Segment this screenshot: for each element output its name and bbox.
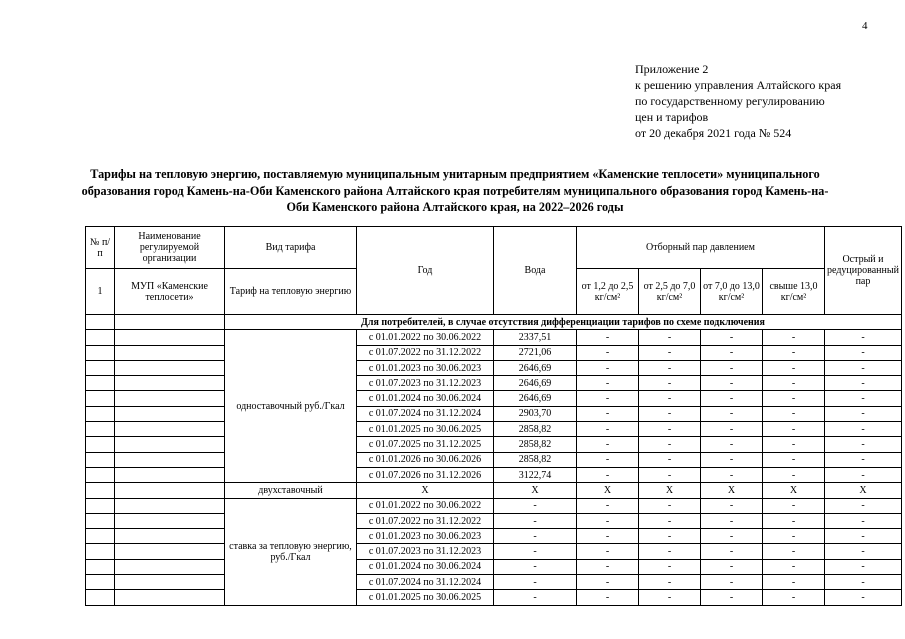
dash-cell: - xyxy=(825,376,902,391)
water-value: 2337,51 xyxy=(494,330,577,345)
x-mark-cell: X xyxy=(357,483,494,498)
dash-cell: - xyxy=(701,513,763,528)
dash-cell: - xyxy=(701,422,763,437)
appendix-line: от 20 декабря 2021 года № 524 xyxy=(635,126,792,140)
blank-cell xyxy=(86,513,115,528)
dash-cell: - xyxy=(639,391,701,406)
dash-cell: - xyxy=(763,590,825,605)
blank-cell xyxy=(115,406,225,421)
dash-cell: - xyxy=(763,422,825,437)
blank-cell xyxy=(86,498,115,513)
dash-cell: - xyxy=(763,437,825,452)
table-row xyxy=(86,575,902,590)
period-cell: с 01.07.2023 по 31.12.2023 xyxy=(357,544,494,559)
header-water: Вода xyxy=(494,227,577,315)
header-num: № п/п xyxy=(86,227,115,269)
title-line: Тарифы на тепловую энергию, поставляемую муниципальным унитарным предприятием «Каменские теплосети» муниципального xyxy=(90,167,820,181)
dash-cell: - xyxy=(763,330,825,345)
blank-cell xyxy=(86,330,115,345)
dash-cell: - xyxy=(763,575,825,590)
period-cell: с 01.01.2023 по 30.06.2023 xyxy=(357,529,494,544)
blank-cell xyxy=(115,391,225,406)
x-mark-cell: X xyxy=(494,483,577,498)
blank-cell xyxy=(86,544,115,559)
dash-cell: - xyxy=(763,376,825,391)
period-cell: с 01.01.2022 по 30.06.2022 xyxy=(357,498,494,513)
dash-cell: - xyxy=(825,559,902,574)
dash-cell: - xyxy=(825,513,902,528)
table-row xyxy=(86,345,902,360)
table-row xyxy=(86,422,902,437)
table-row xyxy=(86,544,902,559)
water-value: 2721,06 xyxy=(494,345,577,360)
dash-cell: - xyxy=(639,498,701,513)
dash-cell: - xyxy=(577,391,639,406)
dash-cell: - xyxy=(825,452,902,467)
dash-cell: - xyxy=(825,575,902,590)
row1-num: 1 xyxy=(86,269,115,315)
row1-tariff: Тариф на тепловую энергию xyxy=(225,269,357,315)
table-row xyxy=(86,360,902,375)
title-line: Оби Каменского района Алтайского края, на 2022–2026 годы xyxy=(286,200,624,214)
period-cell: с 01.07.2026 по 31.12.2026 xyxy=(357,467,494,482)
x-mark-cell: X xyxy=(577,483,639,498)
dash-cell: - xyxy=(825,345,902,360)
dash-cell: - xyxy=(577,575,639,590)
period-cell: с 01.07.2024 по 31.12.2024 xyxy=(357,406,494,421)
title-line: образования город Камень-на-Оби Каменского района Алтайского края потребителям муниципального образования город Камень-на- xyxy=(81,183,829,198)
appendix-line: к решению управления Алтайского края xyxy=(635,78,842,92)
water-value: - xyxy=(494,590,577,605)
period-cell: с 01.01.2025 по 30.06.2025 xyxy=(357,590,494,605)
water-value: - xyxy=(494,529,577,544)
water-value: - xyxy=(494,498,577,513)
table-row xyxy=(86,376,902,391)
header-steam-1: от 1,2 до 2,5 кг/см² xyxy=(577,269,639,315)
water-value: - xyxy=(494,559,577,574)
dash-cell: - xyxy=(825,330,902,345)
blank-cell xyxy=(115,452,225,467)
blank-cell xyxy=(86,360,115,375)
table-row xyxy=(86,498,902,513)
table-row xyxy=(86,559,902,574)
dash-cell: - xyxy=(825,391,902,406)
dash-cell: - xyxy=(639,467,701,482)
blank-cell xyxy=(86,391,115,406)
dash-cell: - xyxy=(825,437,902,452)
blank-cell xyxy=(115,330,225,345)
period-cell: с 01.01.2025 по 30.06.2025 xyxy=(357,422,494,437)
dash-cell: - xyxy=(639,513,701,528)
dash-cell: - xyxy=(763,467,825,482)
dash-cell: - xyxy=(577,559,639,574)
dash-cell: - xyxy=(577,590,639,605)
period-cell: с 01.07.2022 по 31.12.2022 xyxy=(357,513,494,528)
dash-cell: - xyxy=(701,391,763,406)
dash-cell: - xyxy=(701,544,763,559)
dash-cell: - xyxy=(763,406,825,421)
blank-cell xyxy=(115,437,225,452)
dash-cell: - xyxy=(825,529,902,544)
header-hot-steam: Острый и редуцированный пар xyxy=(825,227,902,315)
water-value: 2646,69 xyxy=(494,376,577,391)
blank-cell xyxy=(86,575,115,590)
period-cell: с 01.01.2026 по 30.06.2026 xyxy=(357,452,494,467)
water-value: - xyxy=(494,575,577,590)
water-value: - xyxy=(494,544,577,559)
period-cell: с 01.01.2024 по 30.06.2024 xyxy=(357,391,494,406)
period-cell: с 01.01.2022 по 30.06.2022 xyxy=(357,330,494,345)
blank-cell xyxy=(115,315,225,330)
blank-cell xyxy=(86,467,115,482)
table-row xyxy=(86,330,902,345)
dash-cell: - xyxy=(701,575,763,590)
table-row xyxy=(86,406,902,421)
period-cell: с 01.07.2025 по 31.12.2025 xyxy=(357,437,494,452)
dash-cell: - xyxy=(577,544,639,559)
blank-cell xyxy=(115,376,225,391)
table-row xyxy=(86,452,902,467)
dash-cell: - xyxy=(763,513,825,528)
blank-cell xyxy=(115,467,225,482)
blank-cell xyxy=(115,575,225,590)
dash-cell: - xyxy=(763,345,825,360)
dash-cell: - xyxy=(639,590,701,605)
blank-cell xyxy=(115,422,225,437)
table-row xyxy=(86,590,902,605)
dash-cell: - xyxy=(639,437,701,452)
row1-org: МУП «Каменские теплосети» xyxy=(115,269,225,315)
blank-cell xyxy=(86,483,115,498)
dash-cell: - xyxy=(701,498,763,513)
dash-cell: - xyxy=(701,590,763,605)
blank-cell xyxy=(115,529,225,544)
table-row xyxy=(86,483,902,498)
section-label: Для потребителей, в случае отсутствия дифференциации тарифов по схеме подключения xyxy=(225,315,902,330)
dash-cell: - xyxy=(763,529,825,544)
dash-cell: - xyxy=(825,467,902,482)
header-steam-group: Отборный пар давлением xyxy=(577,227,825,269)
blank-cell xyxy=(115,559,225,574)
dash-cell: - xyxy=(825,360,902,375)
header-steam-4: свыше 13,0 кг/см² xyxy=(763,269,825,315)
dash-cell: - xyxy=(639,330,701,345)
dash-cell: - xyxy=(763,498,825,513)
appendix-line: по государственному регулированию xyxy=(635,94,825,108)
blank-cell xyxy=(86,559,115,574)
section-row xyxy=(86,315,902,330)
dash-cell: - xyxy=(639,559,701,574)
blank-cell xyxy=(86,437,115,452)
dash-cell: - xyxy=(701,330,763,345)
table-row xyxy=(86,467,902,482)
water-value: 2858,82 xyxy=(494,437,577,452)
dash-cell: - xyxy=(577,345,639,360)
x-mark-cell: X xyxy=(825,483,902,498)
dash-cell: - xyxy=(577,360,639,375)
table-row xyxy=(86,513,902,528)
rate-label: ставка за тепловую энергию, руб./Гкал xyxy=(225,498,357,605)
dash-cell: - xyxy=(825,590,902,605)
dash-cell: - xyxy=(763,391,825,406)
dash-cell: - xyxy=(577,406,639,421)
water-value: 3122,74 xyxy=(494,467,577,482)
table-row xyxy=(86,437,902,452)
blank-cell xyxy=(115,345,225,360)
blank-cell xyxy=(86,345,115,360)
header-steam-3: от 7,0 до 13,0 кг/см² xyxy=(701,269,763,315)
period-cell: с 01.01.2024 по 30.06.2024 xyxy=(357,559,494,574)
blank-cell xyxy=(86,315,115,330)
period-cell: с 01.07.2022 по 31.12.2022 xyxy=(357,345,494,360)
period-cell: с 01.01.2023 по 30.06.2023 xyxy=(357,360,494,375)
water-value: 2646,69 xyxy=(494,391,577,406)
dash-cell: - xyxy=(577,513,639,528)
table-row xyxy=(86,529,902,544)
dash-cell: - xyxy=(701,437,763,452)
dash-cell: - xyxy=(577,376,639,391)
dash-cell: - xyxy=(763,360,825,375)
blank-cell xyxy=(115,590,225,605)
blank-cell xyxy=(86,529,115,544)
blank-cell xyxy=(86,422,115,437)
dash-cell: - xyxy=(701,467,763,482)
period-cell: с 01.07.2023 по 31.12.2023 xyxy=(357,376,494,391)
dash-cell: - xyxy=(825,498,902,513)
blank-cell xyxy=(86,590,115,605)
water-value: - xyxy=(494,513,577,528)
dash-cell: - xyxy=(577,330,639,345)
dash-cell: - xyxy=(577,437,639,452)
tariff-table xyxy=(85,226,902,606)
dash-cell: - xyxy=(701,376,763,391)
header-steam-2: от 2,5 до 7,0 кг/см² xyxy=(639,269,701,315)
blank-cell xyxy=(115,483,225,498)
dash-cell: - xyxy=(701,559,763,574)
dash-cell: - xyxy=(701,360,763,375)
page-number: 4 xyxy=(862,20,868,32)
dash-cell: - xyxy=(639,376,701,391)
blank-cell xyxy=(86,376,115,391)
header-row xyxy=(86,227,902,269)
x-mark-cell: X xyxy=(763,483,825,498)
two-part-label: двухставочный xyxy=(225,483,357,498)
dash-cell: - xyxy=(639,406,701,421)
dash-cell: - xyxy=(639,544,701,559)
dash-cell: - xyxy=(639,345,701,360)
x-mark-cell: X xyxy=(701,483,763,498)
blank-cell xyxy=(86,452,115,467)
dash-cell: - xyxy=(763,544,825,559)
blank-cell xyxy=(115,513,225,528)
dash-cell: - xyxy=(639,529,701,544)
dash-cell: - xyxy=(763,559,825,574)
dash-cell: - xyxy=(577,498,639,513)
appendix-line: Приложение 2 xyxy=(635,62,709,76)
dash-cell: - xyxy=(825,422,902,437)
dash-cell: - xyxy=(639,575,701,590)
water-value: 2858,82 xyxy=(494,452,577,467)
blank-cell xyxy=(115,498,225,513)
dash-cell: - xyxy=(825,406,902,421)
dash-cell: - xyxy=(701,452,763,467)
dash-cell: - xyxy=(763,452,825,467)
water-value: 2903,70 xyxy=(494,406,577,421)
dash-cell: - xyxy=(639,422,701,437)
blank-cell xyxy=(115,360,225,375)
header-tariff-type: Вид тарифа xyxy=(225,227,357,269)
water-value: 2858,82 xyxy=(494,422,577,437)
dash-cell: - xyxy=(639,452,701,467)
dash-cell: - xyxy=(577,529,639,544)
water-value: 2646,69 xyxy=(494,360,577,375)
blank-cell xyxy=(86,406,115,421)
dash-cell: - xyxy=(825,544,902,559)
one-part-label: одноставочный руб./Гкал xyxy=(225,330,357,483)
dash-cell: - xyxy=(701,406,763,421)
appendix-line: цен и тарифов xyxy=(635,110,709,124)
dash-cell: - xyxy=(577,467,639,482)
period-cell: с 01.07.2024 по 31.12.2024 xyxy=(357,575,494,590)
dash-cell: - xyxy=(701,529,763,544)
header-year: Год xyxy=(357,227,494,315)
document-title xyxy=(40,166,870,216)
table-row xyxy=(86,391,902,406)
dash-cell: - xyxy=(577,422,639,437)
x-mark-cell: X xyxy=(639,483,701,498)
dash-cell: - xyxy=(639,360,701,375)
dash-cell: - xyxy=(577,452,639,467)
appendix-block xyxy=(635,61,841,141)
dash-cell: - xyxy=(701,345,763,360)
blank-cell xyxy=(115,544,225,559)
header-org: Наименование регулируемой организации xyxy=(115,227,225,269)
